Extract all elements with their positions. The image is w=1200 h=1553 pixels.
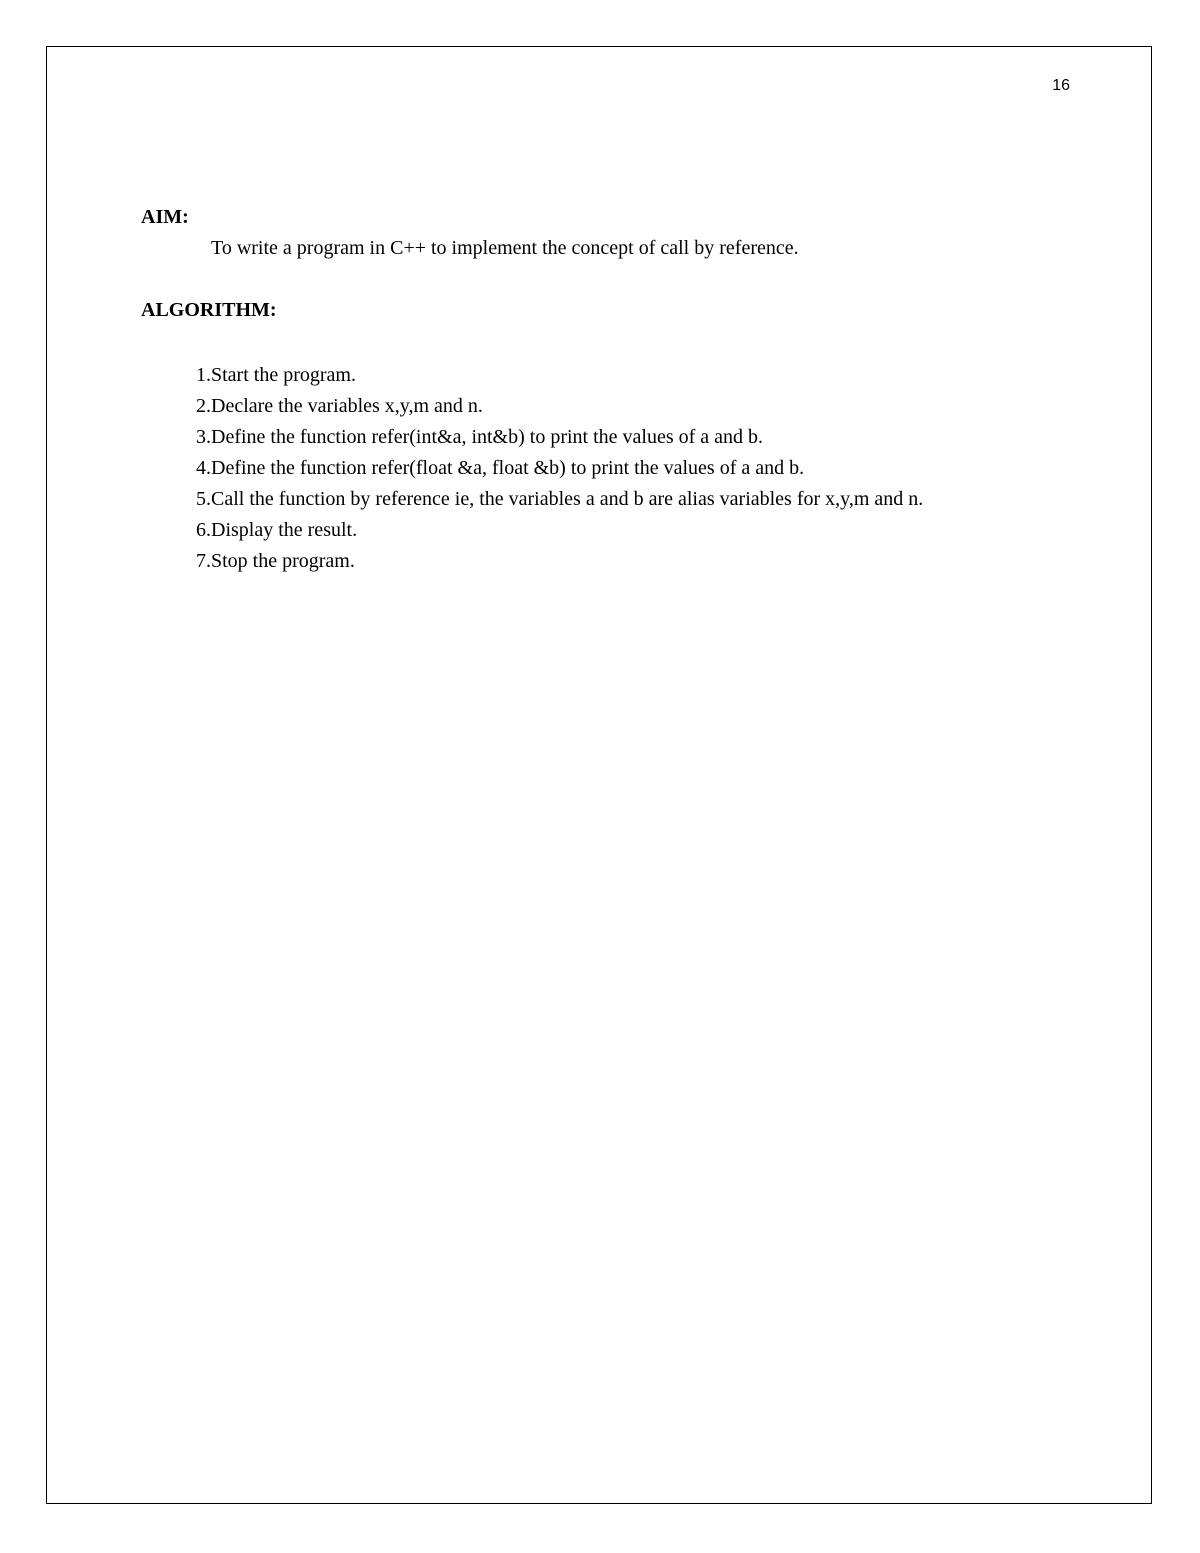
step-text: Call the function by reference ie, the variables a and b are alias variables for x,y,m and n. [211, 488, 924, 510]
algorithm-step [160, 453, 923, 484]
step-number: 4. [196, 457, 211, 479]
step-number: 5. [196, 488, 211, 510]
step-number: 7. [196, 550, 211, 572]
step-number: 1. [196, 364, 211, 386]
step-text: Define the function refer(int&a, int&b) to print the values of a and b. [211, 426, 764, 448]
algorithm-step [160, 484, 923, 515]
aim-heading: AIM: [141, 206, 189, 228]
step-text: Stop the program. [211, 550, 355, 572]
step-number: 2. [196, 395, 211, 417]
algorithm-step [160, 360, 923, 391]
page-number: 16 [1052, 77, 1070, 94]
aim-text: To write a program in C++ to implement the concept of call by reference. [211, 237, 799, 259]
algorithm-step [160, 546, 923, 577]
step-text: Display the result. [211, 519, 358, 541]
step-text: Declare the variables x,y,m and n. [211, 395, 483, 417]
step-text: Start the program. [211, 364, 356, 386]
step-number: 6. [196, 519, 211, 541]
algorithm-step [160, 422, 923, 453]
step-number: 3. [196, 426, 211, 448]
algorithm-step [160, 515, 923, 546]
step-text: Define the function refer(float &a, float &b) to print the values of a and b. [211, 457, 805, 479]
algorithm-step [160, 391, 923, 422]
algorithm-heading: ALGORITHM: [141, 299, 277, 321]
page-border [46, 46, 1152, 1504]
algorithm-steps-list [160, 360, 923, 577]
